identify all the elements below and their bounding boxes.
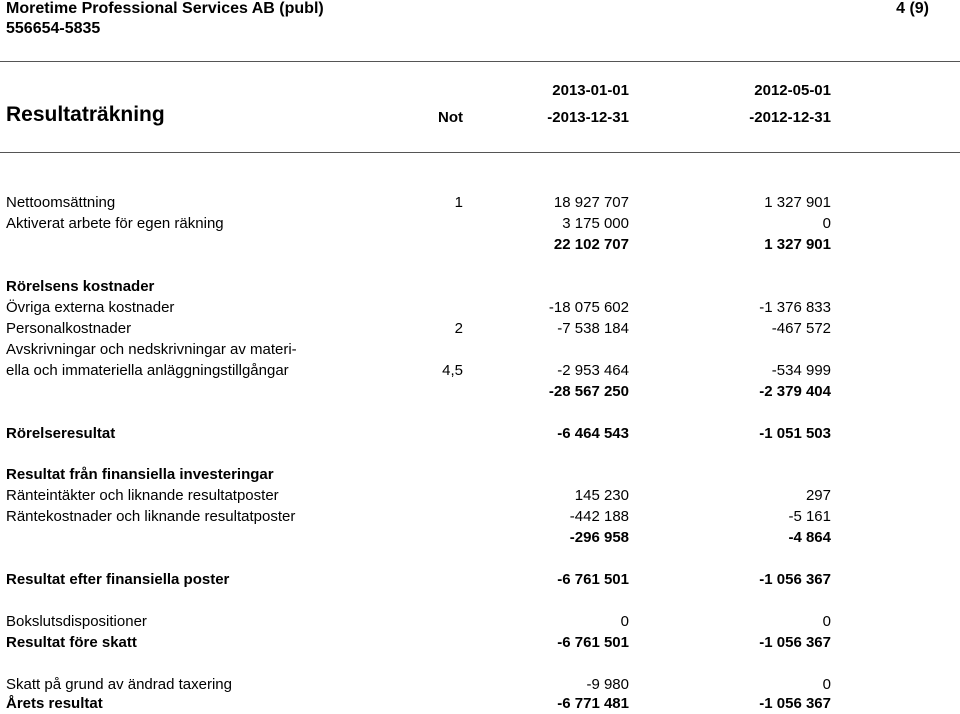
row-appropriations xyxy=(0,612,960,632)
row-prior-value: 0 xyxy=(822,215,831,232)
row-label: Övriga externa kostnader xyxy=(6,299,175,316)
row-current-value: 0 xyxy=(620,613,629,630)
row-net-sales xyxy=(0,193,960,213)
section-heading: Rörelsens kostnader xyxy=(6,278,155,295)
row-current-value: -9 980 xyxy=(586,676,629,693)
row-prior-value: -1 056 367 xyxy=(759,695,831,712)
row-prior-value: 1 327 901 xyxy=(764,194,831,211)
row-current-value: -6 771 481 xyxy=(557,695,629,712)
row-net-result xyxy=(0,694,960,714)
row-current-value: -7 538 184 xyxy=(557,320,629,337)
row-label: Skatt på grund av ändrad taxering xyxy=(6,676,232,693)
row-current-value: -442 188 xyxy=(569,508,629,525)
company-name: Moretime Professional Services AB (publ) xyxy=(6,0,324,17)
row-personnel-costs xyxy=(0,319,960,339)
row-interest-expenses xyxy=(0,507,960,527)
row-label: Aktiverat arbete för egen räkning xyxy=(6,215,224,232)
statement-title: Resultaträkning xyxy=(6,103,165,126)
row-prior-value: -2 379 404 xyxy=(759,383,831,400)
row-current-value: -6 464 543 xyxy=(557,425,629,442)
row-operating-result xyxy=(0,424,960,444)
row-current-value: 18 927 707 xyxy=(553,194,629,211)
row-prior-value: -1 051 503 xyxy=(759,425,831,442)
row-prior-value: 0 xyxy=(822,613,831,630)
note-column-header: Not xyxy=(438,109,463,126)
row-prior-value: 1 327 901 xyxy=(764,236,831,253)
row-label: Resultat efter finansiella poster xyxy=(6,571,230,588)
row-prior-value: -4 864 xyxy=(788,529,831,546)
row-prior-value: 297 xyxy=(805,487,831,504)
row-label: Räntekostnader och liknande resultatposter xyxy=(6,508,296,525)
row-label: Avskrivningar och nedskrivningar av materi- xyxy=(6,341,297,358)
row-current-value: -2 953 464 xyxy=(557,362,629,379)
row-current-value: -6 761 501 xyxy=(557,634,629,651)
row-label: Bokslutsdispositioner xyxy=(6,613,147,630)
row-label: Personalkostnader xyxy=(6,320,132,337)
row-label: Ränteintäkter och liknande resultatposter xyxy=(6,487,279,504)
row-current-value: -28 567 250 xyxy=(548,383,629,400)
row-prior-value: -467 572 xyxy=(771,320,831,337)
prior-period-to: -2012-12-31 xyxy=(749,109,831,126)
row-label: Årets resultat xyxy=(6,695,103,712)
row-interest-income xyxy=(0,486,960,506)
row-note: 1 xyxy=(454,194,463,211)
row-other-external-costs xyxy=(0,298,960,318)
row-current-value: -18 075 602 xyxy=(548,299,629,316)
row-tax-reassessment xyxy=(0,675,960,695)
row-result-after-financial xyxy=(0,570,960,590)
row-prior-value: -5 161 xyxy=(788,508,831,525)
page-number: 4 (9) xyxy=(896,0,929,17)
header-divider xyxy=(0,61,960,62)
section-heading: Resultat från finansiella investeringar xyxy=(6,466,274,483)
current-period-from: 2013-01-01 xyxy=(552,82,629,99)
row-prior-value: -534 999 xyxy=(771,362,831,379)
row-current-value: -296 958 xyxy=(569,529,629,546)
row-label: Rörelseresultat xyxy=(6,425,116,442)
section-operating-expenses xyxy=(0,277,960,297)
section-financial-investments xyxy=(0,465,960,485)
current-period-to: -2013-12-31 xyxy=(547,109,629,126)
row-label: ella och immateriella anläggningstillgångar xyxy=(6,362,289,379)
row-label: Resultat före skatt xyxy=(6,634,137,651)
row-label: Nettoomsättning xyxy=(6,194,116,211)
row-revenue-subtotal xyxy=(0,235,960,255)
row-note: 4,5 xyxy=(442,362,463,379)
row-prior-value: -1 376 833 xyxy=(759,299,831,316)
prior-period-from: 2012-05-01 xyxy=(754,82,831,99)
row-expenses-subtotal xyxy=(0,382,960,402)
row-prior-value: -1 056 367 xyxy=(759,634,831,651)
row-current-value: 145 230 xyxy=(574,487,629,504)
org-number: 556654-5835 xyxy=(6,20,101,37)
row-prior-value: 0 xyxy=(822,676,831,693)
row-financial-subtotal xyxy=(0,528,960,548)
row-result-before-tax xyxy=(0,633,960,653)
row-depreciation-line1 xyxy=(0,340,960,360)
title-divider xyxy=(0,152,960,153)
row-capitalized-work xyxy=(0,214,960,234)
row-note: 2 xyxy=(454,320,463,337)
row-current-value: 3 175 000 xyxy=(562,215,629,232)
row-depreciation xyxy=(0,361,960,381)
row-prior-value: -1 056 367 xyxy=(759,571,831,588)
row-current-value: -6 761 501 xyxy=(557,571,629,588)
row-current-value: 22 102 707 xyxy=(553,236,629,253)
